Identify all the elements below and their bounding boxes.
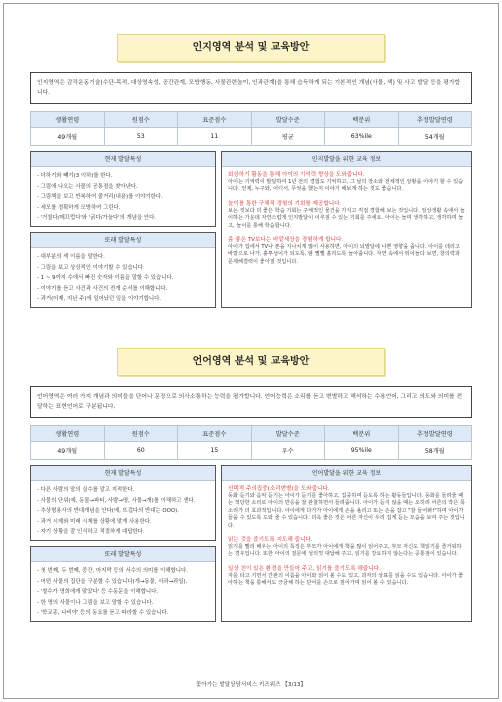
page-footer: 꽃아가는 발달상담서비스 키즈위즈 【3/13】 — [195, 682, 307, 688]
analysis-columns — [30, 151, 472, 308]
stats-value-level: 평균 — [251, 128, 325, 146]
tip-body: 자를 타고 기면서 간판의 이름을 아이와 읽어 볼 수도 있고, 과자의 상표를 읽을 수도 있습니다. 아이가 좋아하는 책을 통해서도 긍금해 하는 단어를 손으로 짚어가며 읽어 볼 수 있습니다. — [228, 572, 464, 587]
stats-value-row — [31, 128, 472, 146]
stats-value-age: 49개월 — [31, 442, 105, 460]
current-traits-box — [30, 151, 216, 227]
stats-header-estimated-age: 추정발달연령 — [398, 426, 472, 442]
stats-header-row — [31, 426, 472, 442]
list-item: - 이야기를 듣고 사건과 사건의 전개 순서를 이해합니다. — [37, 285, 168, 292]
education-info-body — [222, 167, 471, 276]
tip-item — [228, 236, 465, 266]
education-info-body — [222, 481, 471, 598]
section-title: 인지영역 분석 및 교육방안 — [117, 34, 385, 62]
stats-header-raw: 원점수 — [104, 426, 178, 442]
list-item: - 더하기와 빼기(3 이하)를 한다. — [37, 173, 113, 179]
current-traits-header: 현재 발달특성 — [31, 466, 215, 481]
list-item: - 그림책을 보고 반복하여 줄거리(내용)를 이야기한다. — [37, 194, 163, 200]
current-traits-list — [31, 481, 215, 542]
education-info-header: 인지발달을 위한 교육 정보 — [222, 152, 471, 167]
list-item: - 사물의 단위(예, 동물→파티, 사람→명, 사물→개)를 이해하고 센다. — [37, 497, 196, 504]
current-traits-box — [30, 465, 216, 541]
education-info-box — [221, 465, 472, 622]
stats-value-standard: 11 — [178, 128, 252, 146]
stats-header-percentile: 백분위 — [325, 112, 399, 128]
traits-column — [30, 151, 216, 308]
education-info-box — [221, 151, 472, 308]
list-item: - 그림을 보고 상상적인 이야기할 수 있습니다. — [37, 264, 145, 271]
stats-header-standard: 표준점수 — [178, 112, 252, 128]
section-title: 언어영역 분석 및 교육방안 — [117, 348, 385, 376]
list-item: - 자기 상황을 잘 인식하고 적절하게 대답한다. — [37, 529, 145, 535]
stats-header-age: 생활연령 — [31, 426, 105, 442]
list-item: - 과거 시제와 미래 시제를 상황에 맞게 사용한다. — [37, 518, 152, 525]
section-intro: 언어영역은 여러 가지 개념과 의미들을 단어나 문장으로 의사소통하는 능력을 평가합니다. 언어능력은 소리를 듣고 변별하고 해석하는 수용언어, 그리고 의도와 의미를 전달하는 표현언어로 구분됩니다. — [30, 386, 472, 418]
tip-title: 놀이를 통한 구체적 경험의 기회를 제공합니다. — [228, 200, 342, 207]
peer-traits-box — [30, 546, 216, 622]
stats-header-estimated-age: 추정발달연령 — [398, 112, 472, 128]
list-item: - 다른 사람의 말의 실수를 알고 지적한다. — [37, 487, 135, 493]
stats-table — [30, 111, 472, 146]
peer-traits-list — [31, 248, 215, 309]
stats-header-age: 생활연령 — [31, 112, 105, 128]
tip-title: 좀 좋은 TV보다는 바깥세상을 경험하게 합니다. — [228, 237, 344, 244]
cognitive-section — [30, 34, 472, 308]
tip-title: 읽는 것을 즐기도록 지도해 줍니다. — [228, 537, 313, 544]
list-item: - 과거(어제, 지난 주)에 일어났던 일을 이야기합니다. — [37, 296, 162, 302]
stats-header-raw: 원점수 — [104, 112, 178, 128]
analysis-columns — [30, 465, 472, 622]
stats-value-standard: 15 — [178, 442, 252, 460]
stats-header-level: 발달수준 — [251, 426, 325, 442]
peer-traits-header: 또래 발달특성 — [31, 233, 215, 248]
stats-value-estimated-age: 54개월 — [398, 128, 472, 146]
tip-title: 회상하기 활동을 통해 아이의 기억력 향상을 도와줍니다. — [228, 172, 365, 178]
list-item: - 추상형용사의 반대개념을 안다(예, 뜨겁다의 반대는 OOO). — [37, 508, 179, 514]
tip-body: 아이는 기억력이 발달하여 1년 전의 경험도 기억하고, 그 날의 장소와 전체적인 상황을 이야기 할 수 있습니다. 언제, 누구와, 어디서, 무엇을 했는지 이야기 해보게 하는 것도 좋습니다. — [228, 179, 464, 193]
list-item: - 그림에 나오는 사물의 공통점을 찾아낸다. — [37, 183, 138, 190]
stats-header-row — [31, 112, 472, 128]
list-item: - '철수가 영희에게 맞았다' 등 수동문을 이해합니다. — [37, 589, 159, 595]
peer-traits-box — [30, 232, 216, 308]
tip-item — [228, 536, 465, 559]
tip-title: 선택적 주의집중(소리변별)을 도와줍니다. — [228, 486, 330, 492]
list-item: - '거칠다/매끄럽다'와 '굵다/가늘다'의 개념을 안다. — [37, 215, 157, 221]
peer-traits-list — [31, 562, 215, 623]
list-item: - 대부분의 색 이름을 말한다. — [37, 254, 105, 260]
stats-value-percentile: 63%ile — [325, 128, 399, 146]
current-traits-header: 현재 발달특성 — [31, 152, 215, 167]
stats-value-estimated-age: 58개월 — [398, 442, 472, 460]
stats-table — [30, 425, 472, 460]
stats-value-percentile: 95%ile — [325, 442, 399, 460]
stats-value-age: 49개월 — [31, 128, 105, 146]
stats-header-standard: 표준점수 — [178, 426, 252, 442]
education-info-header: 언어발달을 위한 교육 정보 — [222, 466, 471, 481]
stats-value-row — [31, 442, 472, 460]
list-item: - 한 명의 사물이나 그림을 보고 말할 수 있습니다. — [37, 599, 154, 606]
tip-title: 일상 친이 있은 환경을 만들어 주고, 읽기를 즐기도록 해줍니다. — [228, 565, 381, 572]
tip-body: 보는 것보다 더 좋은 학습 기회는 구체적인 물건을 가지고 직접 경험해 보는 것입니다. 일상생활 속에서 놀이하는 가운데 자연스럽게 인지발달이 이루질 수 있는 기회를 주세요. 아이는 놀며 생각하고, 생각하며 놀고, 놀이를 통해 학습합니다. — [228, 207, 465, 229]
tip-body: 아이가 집에서 TV나 폰을 지나치게 많이 사용하면, 아이의 뇌발달에 나쁜 영향을 줍니다. 아이를 데리고 바깥으로 나가, 흙투성이가 되도록, 땀 뻘뻘 흘리도록 놀아줍니다. 자연 속에서 뛰어놀다 보면, 창의력과 문제해결력이 좋아질 것입니다. — [228, 244, 460, 265]
tip-body: 읽기를 빨리 배우는 아이의 특징은 부모가 아이에게 책을 많이 읽어주고, 부모 자신도 책읽기를 즐거워하는 경우입니다. 또한 아이의 질문에 성의껏 대답해 주고, 읽기를 강요하지 않는다는 공통점이 있습니다. — [228, 544, 462, 558]
traits-column — [30, 465, 216, 622]
stats-header-percentile: 백분위 — [325, 426, 399, 442]
current-traits-list — [31, 167, 215, 228]
tip-item — [228, 565, 465, 588]
stats-header-level: 발달수준 — [251, 112, 325, 128]
tip-item — [228, 485, 465, 530]
stats-value-level: 우수 — [251, 442, 325, 460]
tip-body: 동화 듣기와 음악 듣기는 아이가 듣기를 좋아하고, 집중하며 듣도록 하는 활동들입니다. 동화를 들려줄 때는 적당한 소리로 아이의 반응을 잘 관찰하면서 들려줍니다. 아이가 듣지 않을 때는 오히려 어른의 작은 목소리가 더 효과적입니다. 아이에게 다가가 아이에게 손을 올리고 또는 손을 잡고 "잘 들어봐!"하며 아이가 들을 수 있도록 도와 줄 수 있습니다. 더욱 좋은 것은 어른 자신이 우리 집게 듣는 모습을 보여 주는 것입니다. — [228, 493, 465, 529]
list-item: - 세모를 정확하게 모방하여 그린다. — [37, 204, 121, 211]
language-section — [30, 348, 472, 622]
tip-item — [228, 200, 465, 230]
stats-value-raw: 60 — [104, 442, 178, 460]
list-item: - 어떤 사물의 집단을 구분할 수 있습니다(개→동물, 사과→과일). — [37, 578, 188, 585]
stats-value-raw: 53 — [104, 128, 178, 146]
list-item: - 첫 번째, 두 번째, 중간, 마지막 등의 서수의 의미를 이해합니다. — [37, 568, 188, 574]
list-item: - 1 ~ 9까지 수에서 빠진 숫자와 이름을 말할 수 있습니다. — [37, 275, 174, 281]
tip-item — [228, 171, 465, 194]
peer-traits-header: 또래 발달특성 — [31, 547, 215, 562]
list-item: - '학교종, 나비야' 등의 동요를 듣고 따라할 수 있습니다. — [37, 610, 169, 616]
section-intro: 인지영역은 감각운동기술(수단-목적, 대상영속성, 공간관계, 모방행동, 사물관련놀이, 인과관계)을 통해 습득하게 되는 기본적인 개념(사물, 색) 및 사고 발달 등을 평가합니다. — [30, 72, 472, 104]
